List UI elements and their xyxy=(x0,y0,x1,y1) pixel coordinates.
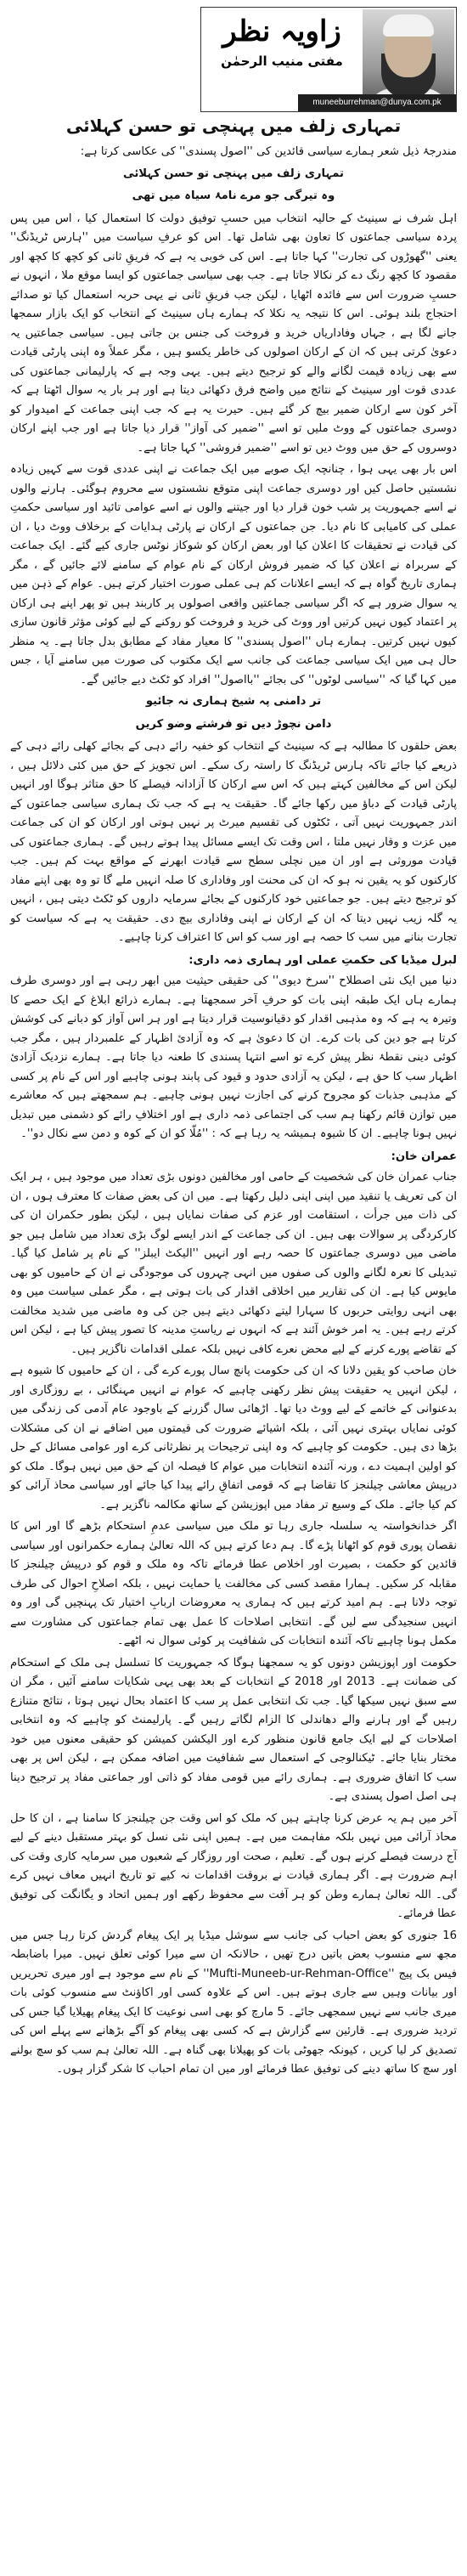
section-heading: لبرل میڈیا کی حکمتِ عملی اور ہماری ذمہ داری: xyxy=(188,953,457,967)
paragraph: اہل شرف نے سینیٹ کے حالیہ انتخاب میں حسبِ توفیق دولت کا استعمال کیا ، اس میں پس پردہ سیاسی جماعتوں کا تعاون بھی شامل تھا۔ اس کو عرفِ سیاست میں ''ہارس ٹریڈنگ'' یعنی ''گھوڑوں کی تجارت'' کہا جاتا ہے۔ اس کی خوبی یہ ہے کہ فریقِ ثانی کو کچھ کا کچھ اور مقصود کا کچھ رنگ دے کر نکالا جاتا ہے۔ جب بھی سیاسی جماعتوں کو ایسا موقع ملا ، انہوں نے حسبِ ضرورت اس سے فائدہ اٹھایا ، لیکن جب فریقِ ثانی نے یہی حربہ استعمال کیا تو صدائے احتجاج بلند ہوئی۔ اس کا نتیجہ یہ نکلا کہ ہمارے ہاں سینیٹ کے انتخاب کو ایک بازار سمجھا جانے لگا ہے ، جہاں وفاداریاں خرید و فروخت کی جنس بن جاتی ہیں۔ سیاسی جماعتیں یہ دعویٰ کرتی ہیں کہ ان کے ارکان اصولوں کی خاطر یکسو ہیں ، مگر عملاً وہ اپنی پارٹی قیادت سے بھی زیادہ قیمت لگانے والے کو ترجیح دیتے ہیں۔ یہی وجہ ہے کہ پارلیمانی جماعتوں کی عددی قوت اور سینیٹ کے نتائج میں واضح فرق دکھائی دیتا ہے اور ہر بار یہ سوال اٹھتا ہے کہ آخر کون سے ارکان ضمیر بیچ کر گئے ہیں۔ حیرت یہ ہے کہ جب اپنی جماعت کے امیدوار کو دوسری جماعتوں کے ووٹ ملیں تو اسے ''ضمیر کی آواز'' قرار دیا جاتا ہے اور جب اپنے ارکان دوسروں کے حق میں ووٹ دیں تو اسے ''ضمیر فروشی'' کہا جاتا ہے۔ xyxy=(10,212,457,455)
paragraph: مندرجۂ ذیل شعر ہمارے سیاسی قائدین کی ''اصول پسندی'' کی عکاسی کرتا ہے: xyxy=(80,145,457,158)
article-body xyxy=(10,143,457,2569)
paragraph: حکومت اور اپوزیشن دونوں کو یہ سمجھنا ہوگا کہ جمہوریت کا تسلسل ہی ملک کے استحکام کی ضمانت ہے۔ 2013 اور 2018 کے انتخابات کے بعد بھی یہی شکایات سامنے آئیں ، مگر ان سے سبق نہیں سیکھا گیا۔ جب تک انتخابی عمل پر سب کا اعتماد بحال نہیں ہوتا ، نتائج متنازع رہیں گے اور ہارنے والے دھاندلی کا الزام لگاتے رہیں گے۔ پارلیمنٹ کو چاہیے کہ وہ انتخابی اصلاحات کے لیے ایک جامع قانون منظور کرے اور الیکشن کمیشن کو حقیقی معنوں میں خود مختار بنایا جائے۔ ٹیکنالوجی کے استعمال سے شفافیت میں اضافہ ممکن ہے ، لیکن اس پر بھی سب کا اتفاق ضروری ہے۔ ہماری رائے میں قومی مفاد کو ذاتی اور جماعتی مفاد پر ترجیح دینا ہی اصل اصول پسندی ہے۔ xyxy=(10,1656,457,1803)
column-name: زاویہ نظر xyxy=(222,14,341,48)
paragraph: دنیا میں ایک نئی اصطلاح ''سرخ دیوی'' کی حقیقی حیثیت میں ابھر رہی ہے اور دوسری طرف ہمارے ہاں ایک طبقہ اپنی بات کو حرفِ آخر سمجھتا ہے۔ ہمارے ذرائع ابلاغ کے ایک حصے کا وتیرہ یہ ہے کہ وہ مذہبی اقدار کو دقیانوسیت قرار دیتا ہے اور ہر اس آواز کو دبانے کی کوشش کرتا ہے جو دین کی بات کرے۔ ان کا دعویٰ ہے کہ وہ آزادیٔ اظہار کے علمبردار ہیں ، مگر جب کوئی دینی نقطۂ نظر پیش کرے تو اسے انتہا پسندی کا طعنہ دیا جاتا ہے۔ ہمارے نزدیک آزادیٔ اظہار سب کا حق ہے ، لیکن یہ آزادی حدود و قیود کی پابند ہونی چاہیے اور اس کے نام پر کسی کے مذہبی جذبات کو مجروح کرنے کی اجازت نہیں ہونی چاہیے۔ ہم سمجھتے ہیں کہ معاشرے میں توازن قائم رکھنا ہم سب کی اجتماعی ذمہ داری ہے اور اختلافِ رائے کو دشمنی میں تبدیل نہیں ہونا چاہیے۔ ان کا شیوہ ہمیشہ یہ رہا ہے کہ : ''مُلّا کو ان کے کوہ و دمن سے نکال دو''۔ xyxy=(10,974,457,1140)
paragraph: خان صاحب کو یقین دلانا کہ ان کی حکومت پانچ سال پورے کرے گی ، ان کے حامیوں کا شیوہ ہے ، لیکن انہیں یہ حقیقت پیش نظر رکھنی چاہیے کہ عوام نے انہیں مہنگائی ، بے روزگاری اور بدعنوانی کے خاتمے کے لیے ووٹ دیا تھا۔ اڑھائی سال گزرنے کے باوجود عام آدمی کی زندگی میں کوئی نمایاں بہتری نہیں آئی ، بلکہ اشیائے ضرورت کی قیمتوں میں اضافے نے ان کی مشکلات بڑھا دی ہیں۔ حکومت کو چاہیے کہ وہ اپنی ترجیحات پر نظرثانی کرے اور عوامی مسائل کے حل کو اولین اہمیت دے ، ورنہ آئندہ انتخابات میں عوام کا فیصلہ ان کے حق میں نہیں ہوگا۔ ملک کو درپیش معاشی چیلنجز کا تقاضا ہے کہ قومی اتفاقِ رائے پیدا کیا جائے اور سیاسی محاذ آرائی کو کم کیا جائے۔ ملک کے وسیع تر مفاد میں اپوزیشن کے ساتھ مکالمہ ناگزیر ہے۔ xyxy=(10,1364,457,1511)
verse-line: وہ تیرگی جو مرے نامۂ سیاہ میں تھی xyxy=(132,189,335,202)
section-heading: عمران خان: xyxy=(391,1150,457,1163)
article-title: تمہاری زلف میں پہنچی تو حسن کہلائی xyxy=(65,116,402,136)
paragraph: جناب عمران خان کی شخصیت کے حامی اور مخالفین دونوں بڑی تعداد میں موجود ہیں ، ہر ایک ان کی تعریف یا تنقید میں اپنی اپنی دلیل رکھتا ہے۔ میں ان کی بعض صفات کا معترف ہوں ، ان کی ذات میں جرأت ، استقامت اور عزم کی صفات نمایاں ہیں ، لیکن بطور حکمران ان کی کارکردگی پر سوالات بھی ہیں۔ ان کی جماعت کے اندر ایسے لوگ بڑی تعداد میں شامل ہیں جو ماضی میں دوسری جماعتوں کا حصہ رہے اور انہیں ''الیکٹ ایبلز'' کے نام پر شامل کیا گیا۔ تبدیلی کا نعرہ لگانے والوں کی صفوں میں انہی چہروں کی موجودگی نے ان کے حامیوں کو بھی مایوس کیا ہے۔ ان کی تقاریر میں اخلاقی اقدار کی بات ہوتی ہے ، مگر عملی سیاست میں وہ بھی انہی روایتی حربوں کا سہارا لیتے دکھائی دیتے ہیں جن کی وہ ماضی میں شدید مخالفت کرتے رہے ہیں۔ یہ امر خوش آئند ہے کہ انہوں نے ریاستِ مدینہ کا تصور پیش کیا ہے ، لیکن اس کے تقاضے پورے کرنے کے لیے محض نعرے کافی نہیں بلکہ عملی اقدامات ناگزیر ہیں۔ xyxy=(10,1171,457,1356)
author-email[interactable]: muneeburrehman@dunya.com.pk xyxy=(298,94,456,111)
paragraph: اس بار بھی یہی ہوا ، چنانچہ ایک صوبے میں ایک جماعت نے اپنی عددی قوت سے کہیں زیادہ نشستیں حاصل کیں اور دوسری جماعت اپنی متوقع نشستوں سے محروم ہوگئی۔ ہارنے والوں نے اسے جمہوریت پر شب خون قرار دیا اور جیتنے والوں نے اسے عوامی تائید اور سیاسی حکمتِ عملی کی کامیابی کا نام دیا۔ جن جماعتوں کے ارکان نے پارٹی ہدایات کے برخلاف ووٹ دیا ، ان کی قیادت نے تحقیقات کا اعلان کیا اور بعض ارکان کو شوکاز نوٹس جاری کیے گئے۔ ایک جماعت کے سربراہ نے اعلان کیا کہ ضمیر فروش ارکان کے نام عوام کے سامنے لائے جائیں گے ، مگر ہماری تاریخ گواہ ہے کہ ایسے اعلانات کم ہی عملی صورت اختیار کرتے ہیں۔ عوام کے ذہن میں یہ سوال ضرور ہے کہ اگر سیاسی جماعتیں واقعی اصولوں پر کاربند ہیں تو پھر اپنے ہی ارکان پر اعتماد کیوں نہیں کرتیں اور ووٹ کی خرید و فروخت کو روکنے کے لیے کوئی مؤثر قانون سازی کیوں نہیں کرتیں۔ ہمارے ہاں ''اصول پسندی'' کا معیار مفاد کے مطابق بدل جاتا ہے۔ یہ منظر حال ہی میں ایک سیاسی جماعت کی جانب سے ایک مکتوب کی صورت میں سامنے آیا ، جس میں کہا گیا کہ ''سیاسی لوٹوں'' کی بجائے ''بااصول'' افراد کو ٹکٹ دیے جائیں گے۔ xyxy=(10,463,457,686)
author-name: مفتی منیب الرحمٰن xyxy=(221,54,343,69)
author-photo xyxy=(363,9,454,108)
column-header-box xyxy=(200,7,457,112)
paragraph: 16 جنوری کو بعض احباب کی جانب سے سوشل میڈیا پر ایک پیغام گردش کرتا رہا جس میں مجھ سے منسوب بعض باتیں درج تھیں ، حالانکہ ان سے میرا کوئی تعلق نہیں۔ میرا باضابطہ فیس بک پیج ''Mufti-Muneeb-ur-Rehman-Office'' کے نام سے موجود ہے اور میری تحریریں اور بیانات وہیں سے جاری ہوتے ہیں۔ اس کے علاوہ کسی اور اکاؤنٹ سے منسوب کوئی بات میری جانب سے نہیں سمجھی جائے۔ 5 مارچ کو بھی اسی نوعیت کا ایک پیغام پھیلایا گیا جس کی تردید ضروری ہے۔ قارئین سے گزارش ہے کہ کسی بھی پیغام کو آگے بڑھانے سے پہلے اس کی تصدیق کر لیا کریں ، کیونکہ جھوٹی بات کو پھیلانا بھی گناہ ہے۔ اللہ تعالیٰ ہم سب کو سچ بولنے اور سچ کا ساتھ دینے کی توفیق عطا فرمائے اور میں ان تمام احباب کا شکر گزار ہوں۔ xyxy=(10,1929,457,2076)
verse-line: تمہاری زلف میں پہنچی تو حسن کہلائی xyxy=(123,167,344,180)
photo-cap xyxy=(383,14,434,37)
paragraph: بعض حلقوں کا مطالبہ ہے کہ سینیٹ کے انتخاب کو خفیہ رائے دہی کے بجائے کھلی رائے دہی کے ذریعے کیا جائے تاکہ ہارس ٹریڈنگ کا راستہ رک سکے۔ اس تجویز کے حق میں کئی دلائل ہیں ، لیکن اس کے مخالفین کہتے ہیں کہ اس سے ارکان کا آزادانہ فیصلے کا حق متاثر ہوگا اور انہیں پارٹی قیادت کے دباؤ میں رکھا جائے گا۔ حقیقت یہ ہے کہ جب تک ہماری سیاسی جماعتوں کے اندر جمہوریت نہیں آتی ، ٹکٹوں کی تقسیم میرٹ پر نہیں ہوتی اور ارکان کو ان کی جماعت میں عزت و وقار نہیں ملتا ، اس وقت تک ایسے مسائل پیدا ہوتے رہیں گے۔ ہماری جماعتوں کی قیادت موروثی ہے اور ان میں نچلی سطح سے قیادت ابھرنے کے مواقع بہت کم ہیں۔ جب کارکنوں کو یہ یقین نہ ہو کہ ان کی محنت اور وفاداری کا صلہ انہیں ملے گا تو وہ بھی اپنے مفاد کو ترجیح دیتے ہیں۔ جو جماعتیں خود کارکنوں کے بجائے سرمایہ داروں کو ٹکٹ دیتی ہیں ، انہیں یہ گلہ زیب نہیں دیتا کہ ان کے ارکان نے اپنی وفاداری بیچ دی۔ حقیقت یہ ہے کہ سیاست کو تجارت بنانے میں سب کا حصہ ہے اور سب کو اس کا اعتراف کرنا چاہیے۔ xyxy=(10,740,457,944)
paragraph: اگر خدانخواستہ یہ سلسلہ جاری رہا تو ملک میں سیاسی عدمِ استحکام بڑھے گا اور اس کا نقصان پوری قوم کو اٹھانا پڑے گا۔ ہم دعا کرتے ہیں کہ اللہ تعالیٰ ہمارے حکمرانوں اور سیاسی قائدین کو حکمت ، بصیرت اور اخلاص عطا فرمائے تاکہ وہ ملک و قوم کو درپیش چیلنجز کا مقابلہ کر سکیں۔ ہمارا مقصد کسی کی مخالفت یا حمایت نہیں ، بلکہ اصلاحِ احوال کی طرف توجہ دلانا ہے۔ ہم امید کرتے ہیں کہ ہماری یہ معروضات اربابِ اختیار تک پہنچیں گی اور وہ انہیں سنجیدگی سے لیں گے۔ انتخابی اصلاحات کا عمل بھی تمام جماعتوں کی مشاورت سے مکمل ہونا چاہیے تاکہ آئندہ انتخابات کی شفافیت پر کوئی سوال نہ اٹھے۔ xyxy=(10,1520,457,1647)
paragraph: آخر میں ہم یہ عرض کرنا چاہتے ہیں کہ ملک کو اس وقت جن چیلنجز کا سامنا ہے ، ان کا حل محاذ آرائی میں نہیں بلکہ مفاہمت میں ہے۔ ہمیں اپنی نئی نسل کو بہتر مستقبل دینے کے لیے آج درست فیصلے کرنے ہوں گے۔ تعلیم ، صحت اور روزگار کے شعبوں میں سرمایہ کاری وقت کی اہم ضرورت ہے۔ اگر ہماری قیادت نے بروقت اقدامات نہ کیے تو تاریخ انہیں معاف نہیں کرے گی۔ اللہ تعالیٰ ہمارے وطن کو ہر آفت سے محفوظ رکھے اور ہمیں اتحاد و یگانگت کی توفیق عطا فرمائے۔ xyxy=(10,1811,457,1920)
verse-line: دامن نچوڑ دیں تو فرشتے وضو کریں xyxy=(135,717,332,731)
verse-line: تر دامنی پہ شیخ ہماری نہ جائیو xyxy=(145,695,322,708)
masthead xyxy=(10,7,457,134)
